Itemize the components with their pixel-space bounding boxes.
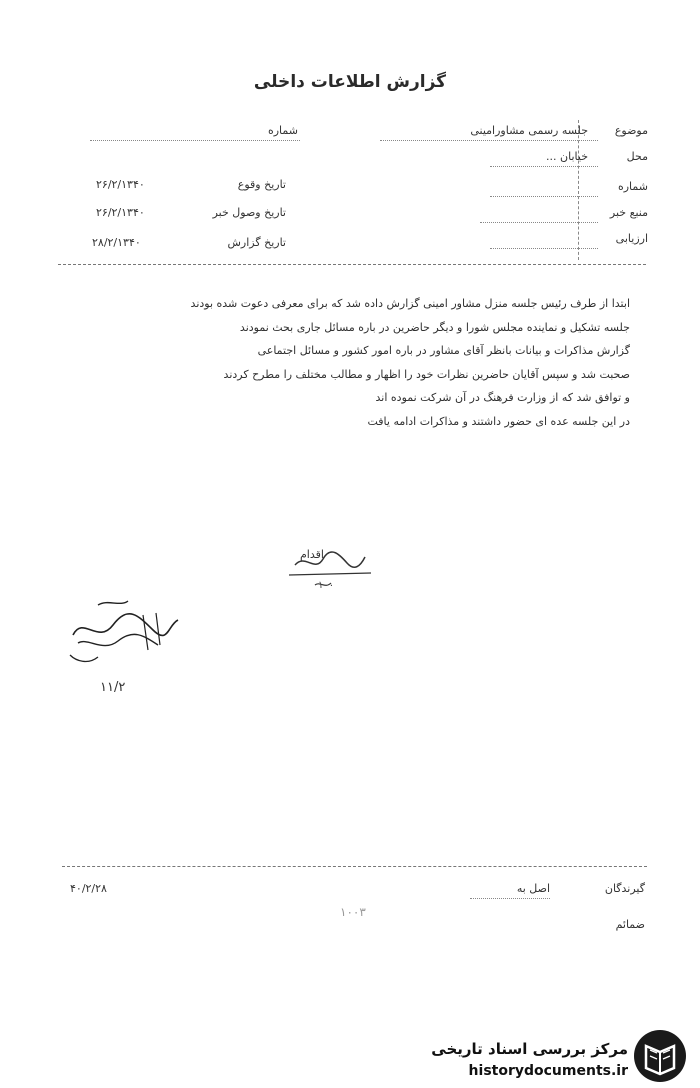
- body-line: گزارش مذاکرات و بیانات بانظر آقای مشاور در باره امور کشور و مسائل اجتماعی: [257, 344, 630, 357]
- body-line: و توافق شد که از وزارت فرهنگ در آن شرکت نموده اند: [375, 391, 630, 404]
- body-line: جلسه تشکیل و نماینده مجلس شورا و دیگر حاضرین در باره مسائل جاری بحث نمودند: [239, 320, 630, 334]
- attachments-label: ضمائم: [615, 918, 645, 931]
- event-date-value: ۲۶/۲/۱۳۴۰: [96, 178, 145, 191]
- place-label: محل: [626, 150, 648, 163]
- recipients-value: اصل به: [516, 882, 550, 895]
- body-line: ابتدا از طرف رئیس جلسه منزل مشاور امینی گزارش داده شد که برای معرفی دعوت شده بودند: [190, 297, 630, 310]
- subject-value: جلسه رسمی مشاورامینی: [470, 124, 588, 137]
- body-line: در این جلسه عده ای حضور داشتند و مذاکرات ادامه یافت: [367, 414, 630, 428]
- report-date-value: ۲۸/۲/۱۳۴۰: [92, 236, 141, 249]
- initials-date: ۱۱/۲: [100, 680, 126, 695]
- event-date-label: تاریخ وقوع: [237, 178, 286, 191]
- watermark-url: historydocuments.ir: [468, 1063, 628, 1079]
- receipt-date-value: ۲۶/۲/۱۳۴۰: [96, 206, 145, 219]
- ref-number-underline: [90, 140, 300, 141]
- number-underline: [490, 196, 598, 197]
- subject-label: موضوع: [614, 124, 648, 137]
- footer-date: ۴۰/۲/۲۸: [70, 882, 107, 895]
- footer-separator: [62, 866, 647, 867]
- watermark-name: مرکز بررسی اسناد تاریخی: [431, 1040, 628, 1058]
- receipt-date-label: تاریخ وصول خبر: [212, 206, 286, 219]
- subject-underline: [380, 140, 598, 141]
- book-logo-icon: [632, 1028, 688, 1084]
- ref-number-label: شماره: [267, 124, 298, 137]
- number-label: شماره: [617, 180, 648, 193]
- place-underline: [490, 166, 598, 167]
- recipients-label: گیرندگان: [604, 882, 645, 895]
- note-text: اقدام: [300, 548, 324, 561]
- evaluation-underline: [490, 248, 598, 249]
- source-underline: [480, 222, 598, 223]
- signature: [58, 595, 188, 675]
- header-divider: [578, 120, 579, 260]
- place-value: خیابان ...: [546, 150, 588, 163]
- body-line: صحبت شد و سپس آقایان حاضرین نظرات خود را اظهار و مطالب مختلف را مطرح کردند: [223, 367, 630, 381]
- document-title: گزارش اطلاعات داخلی: [253, 72, 447, 92]
- header-separator: [58, 264, 646, 265]
- report-date-label: تاریخ گزارش: [227, 236, 286, 249]
- note-number: ۱۰۰: [318, 580, 335, 591]
- evaluation-label: ارزیابی: [615, 232, 648, 245]
- footer-stamp-number: ۱۰۰۳: [340, 905, 366, 919]
- source-label: منبع خبر: [609, 206, 648, 219]
- recipients-underline: [470, 898, 550, 899]
- report-body: [95, 292, 630, 433]
